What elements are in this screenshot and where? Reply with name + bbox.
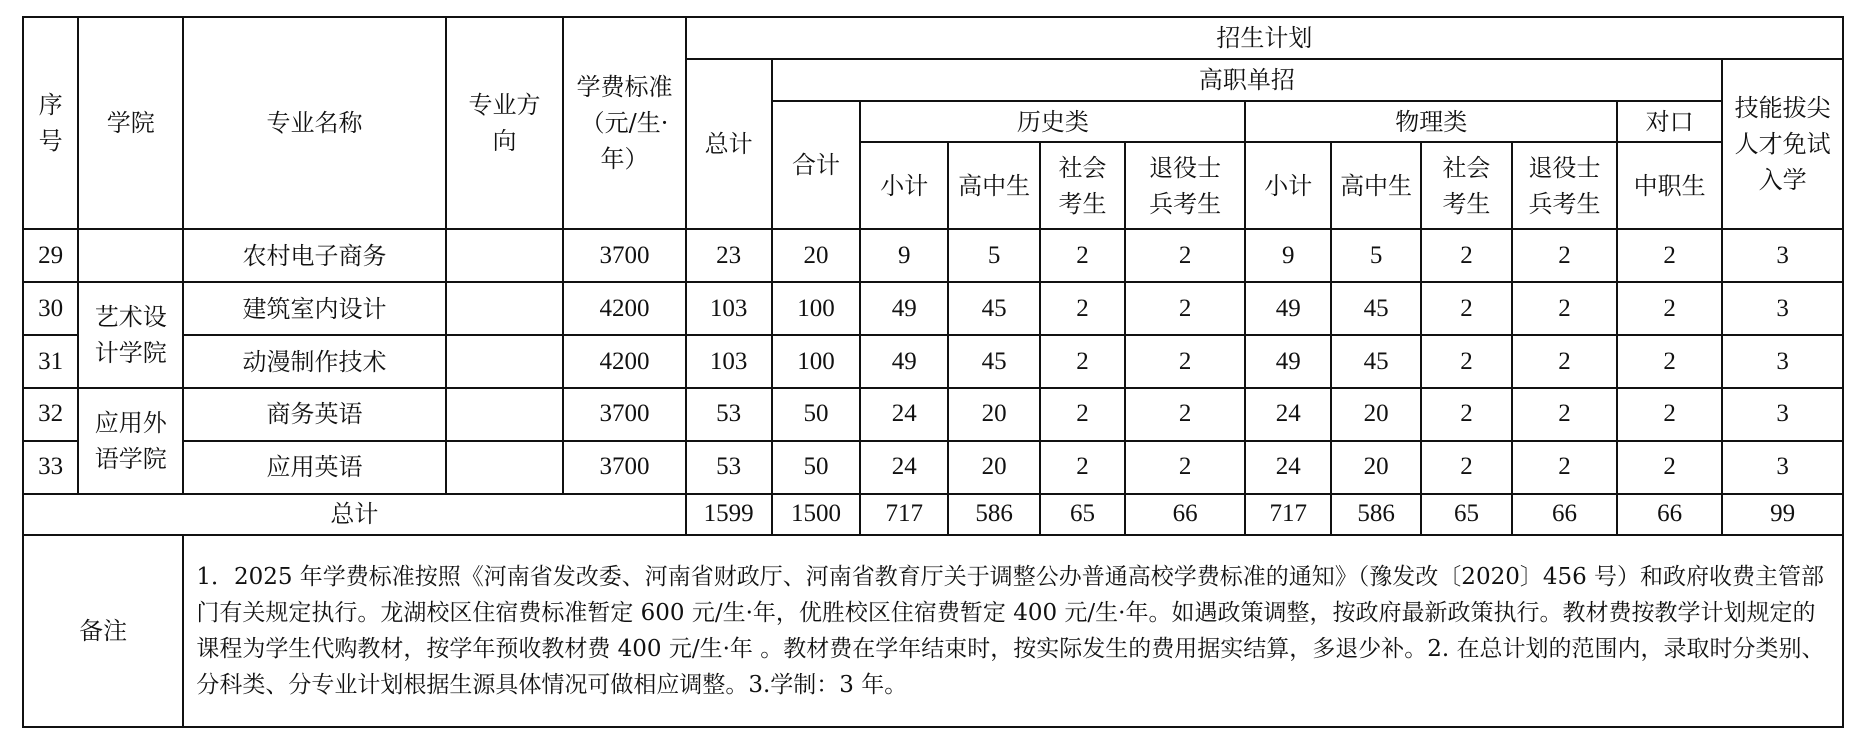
- cell-physics-shehui: 2: [1421, 229, 1512, 282]
- cell-gaozhi-total: 20: [772, 229, 861, 282]
- enrollment-plan-table: [22, 16, 1844, 728]
- cell-college: [78, 229, 183, 282]
- cell-direction: [446, 388, 563, 441]
- cell-total: 53: [686, 441, 772, 494]
- remarks-label: 备注: [23, 535, 183, 727]
- cell-gaozhi-total: 100: [772, 335, 861, 388]
- cell-seq: 32: [23, 388, 78, 441]
- cell-seq: 31: [23, 335, 78, 388]
- totals-history-shehui: 65: [1040, 494, 1125, 536]
- cell-direction: [446, 229, 563, 282]
- cell-skill: 3: [1722, 441, 1843, 494]
- cell-history-gaozhong: 45: [948, 335, 1040, 388]
- cell-skill: 3: [1722, 229, 1843, 282]
- cell-tuition: 3700: [563, 441, 686, 494]
- cell-physics-gaozhong: 45: [1331, 282, 1421, 335]
- cell-history-shehui: 2: [1040, 229, 1125, 282]
- header-skill: 技能拔尖人才免试入学: [1722, 59, 1843, 230]
- header-history-gaozhong: 高中生: [948, 142, 1040, 229]
- cell-seq: 33: [23, 441, 78, 494]
- header-duikou: 对口: [1617, 101, 1722, 143]
- cell-history-tuiyi: 2: [1125, 388, 1246, 441]
- header-row-1: [23, 17, 1843, 59]
- totals-zhongzhi: 66: [1617, 494, 1722, 536]
- cell-zhongzhi: 2: [1617, 229, 1722, 282]
- header-zhongzhi: 中职生: [1617, 142, 1722, 229]
- cell-history-shehui: 2: [1040, 388, 1125, 441]
- cell-tuition: 3700: [563, 229, 686, 282]
- cell-zhongzhi: 2: [1617, 441, 1722, 494]
- cell-college: 应用外语学院: [78, 388, 183, 494]
- header-physics-xiaoji: 小计: [1245, 142, 1331, 229]
- totals-history-gaozhong: 586: [948, 494, 1040, 536]
- cell-physics-shehui: 2: [1421, 335, 1512, 388]
- table-row: [23, 282, 1843, 335]
- cell-tuition: 4200: [563, 335, 686, 388]
- cell-history-gaozhong: 45: [948, 282, 1040, 335]
- cell-physics-tuiyi: 2: [1512, 388, 1617, 441]
- cell-college: 艺术设计学院: [78, 282, 183, 388]
- totals-history-xiaoji: 717: [860, 494, 948, 536]
- cell-physics-tuiyi: 2: [1512, 335, 1617, 388]
- cell-gaozhi-total: 50: [772, 441, 861, 494]
- cell-history-xiaoji: 9: [860, 229, 948, 282]
- header-physics-shehui: 社会考生: [1421, 142, 1512, 229]
- cell-physics-tuiyi: 2: [1512, 282, 1617, 335]
- cell-skill: 3: [1722, 335, 1843, 388]
- header-physics-gaozhong: 高中生: [1331, 142, 1421, 229]
- cell-tuition: 3700: [563, 388, 686, 441]
- cell-tuition: 4200: [563, 282, 686, 335]
- remarks-text: 1．2025 年学费标准按照《河南省发改委、河南省财政厅、河南省教育厅关于调整公办普通高校学费标准的通知》（豫发改〔2020〕456 号）和政府收费主管部门有关规定执行。龙湖校区住宿费标准暂定 600 元/生·年，优胜校区住宿费暂定 400 元/生·年。如遇政策调整，按政府最新政策执行。教材费按教学计划规定的课程为学生代购教材，按学年预收教材费 400 元/生·年 。教材费在学年结束时，按实际发生的费用据实结算，多退少补。2. 在总计划的范围内，录取时分类别、分科类、分专业计划根据生源具体情况可做相应调整。3.学制：3 年。: [183, 535, 1843, 727]
- cell-zhongzhi: 2: [1617, 282, 1722, 335]
- cell-history-tuiyi: 2: [1125, 229, 1246, 282]
- totals-gaozhi-total: 1500: [772, 494, 861, 536]
- cell-zhongzhi: 2: [1617, 335, 1722, 388]
- cell-history-tuiyi: 2: [1125, 335, 1246, 388]
- cell-history-xiaoji: 49: [860, 282, 948, 335]
- cell-history-shehui: 2: [1040, 282, 1125, 335]
- totals-physics-tuiyi: 66: [1512, 494, 1617, 536]
- cell-history-xiaoji: 24: [860, 441, 948, 494]
- cell-history-shehui: 2: [1040, 335, 1125, 388]
- header-major: 专业名称: [183, 17, 445, 229]
- header-physics: 物理类: [1245, 101, 1617, 143]
- table-row: [23, 229, 1843, 282]
- cell-history-tuiyi: 2: [1125, 441, 1246, 494]
- cell-seq: 30: [23, 282, 78, 335]
- cell-history-gaozhong: 20: [948, 388, 1040, 441]
- cell-history-gaozhong: 5: [948, 229, 1040, 282]
- cell-major: 建筑室内设计: [183, 282, 445, 335]
- cell-physics-tuiyi: 2: [1512, 229, 1617, 282]
- header-total: 总计: [686, 59, 772, 230]
- cell-history-gaozhong: 20: [948, 441, 1040, 494]
- cell-physics-gaozhong: 20: [1331, 441, 1421, 494]
- cell-total: 103: [686, 335, 772, 388]
- totals-total: 1599: [686, 494, 772, 536]
- cell-major: 农村电子商务: [183, 229, 445, 282]
- remarks-row: [23, 535, 1843, 727]
- cell-history-tuiyi: 2: [1125, 282, 1246, 335]
- table-row: [23, 388, 1843, 441]
- table-row: [23, 335, 1843, 388]
- header-tuition: 学费标准（元/生·年）: [563, 17, 686, 229]
- cell-history-shehui: 2: [1040, 441, 1125, 494]
- cell-zhongzhi: 2: [1617, 388, 1722, 441]
- cell-physics-xiaoji: 49: [1245, 335, 1331, 388]
- totals-row: [23, 494, 1843, 536]
- header-history-shehui: 社会考生: [1040, 142, 1125, 229]
- cell-history-xiaoji: 24: [860, 388, 948, 441]
- cell-total: 103: [686, 282, 772, 335]
- totals-skill: 99: [1722, 494, 1843, 536]
- cell-physics-xiaoji: 49: [1245, 282, 1331, 335]
- cell-physics-shehui: 2: [1421, 441, 1512, 494]
- cell-gaozhi-total: 100: [772, 282, 861, 335]
- enrollment-plan-document: [22, 16, 1844, 728]
- cell-physics-xiaoji: 24: [1245, 441, 1331, 494]
- cell-direction: [446, 282, 563, 335]
- table-row: [23, 441, 1843, 494]
- cell-major: 商务英语: [183, 388, 445, 441]
- header-direction: 专业方向: [446, 17, 563, 229]
- cell-physics-xiaoji: 24: [1245, 388, 1331, 441]
- cell-direction: [446, 335, 563, 388]
- cell-major: 动漫制作技术: [183, 335, 445, 388]
- header-history-tuiyi: 退役士兵考生: [1125, 142, 1246, 229]
- cell-skill: 3: [1722, 388, 1843, 441]
- cell-history-xiaoji: 49: [860, 335, 948, 388]
- totals-physics-shehui: 65: [1421, 494, 1512, 536]
- cell-physics-shehui: 2: [1421, 388, 1512, 441]
- cell-gaozhi-total: 50: [772, 388, 861, 441]
- header-plan: 招生计划: [686, 17, 1843, 59]
- cell-physics-shehui: 2: [1421, 282, 1512, 335]
- cell-major: 应用英语: [183, 441, 445, 494]
- header-college: 学院: [78, 17, 183, 229]
- cell-total: 53: [686, 388, 772, 441]
- cell-physics-gaozhong: 45: [1331, 335, 1421, 388]
- totals-physics-gaozhong: 586: [1331, 494, 1421, 536]
- cell-physics-gaozhong: 20: [1331, 388, 1421, 441]
- header-history-xiaoji: 小计: [860, 142, 948, 229]
- header-subtotal: 合计: [772, 101, 861, 230]
- cell-direction: [446, 441, 563, 494]
- header-gaozhi: 高职单招: [772, 59, 1723, 101]
- header-history: 历史类: [860, 101, 1245, 143]
- cell-seq: 29: [23, 229, 78, 282]
- totals-history-tuiyi: 66: [1125, 494, 1246, 536]
- header-seq: 序号: [23, 17, 78, 229]
- totals-label: 总计: [23, 494, 686, 536]
- cell-total: 23: [686, 229, 772, 282]
- header-physics-tuiyi: 退役士兵考生: [1512, 142, 1617, 229]
- cell-skill: 3: [1722, 282, 1843, 335]
- cell-physics-xiaoji: 9: [1245, 229, 1331, 282]
- cell-physics-tuiyi: 2: [1512, 441, 1617, 494]
- cell-physics-gaozhong: 5: [1331, 229, 1421, 282]
- totals-physics-xiaoji: 717: [1245, 494, 1331, 536]
